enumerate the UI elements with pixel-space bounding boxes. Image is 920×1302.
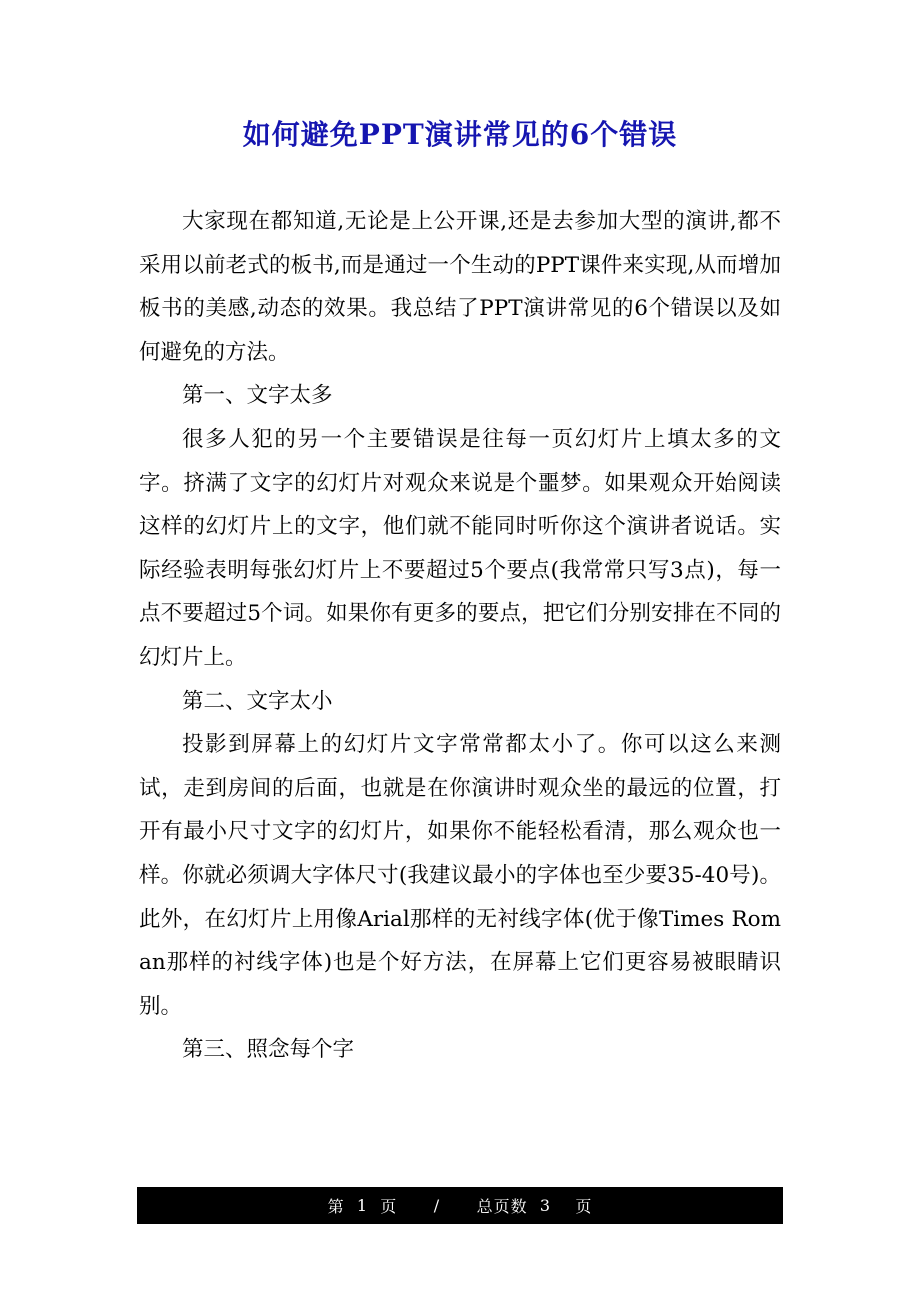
section-heading-3: 第三、照念每个字 bbox=[182, 1037, 355, 1063]
paragraph-section-1: 很多人犯的另一个主要错误是往每一页幻灯片上填太多的文字。挤满了文字的幻灯片对观众来说是个噩梦。如果观众开始阅读这样的幻灯片上的文字，他们就不能同时听你这个演讲者说话。实际经验表明每张幻灯片上不要超过5个要点(我常常只写3点)，每一点不要超过5个词。如果你有更多的要点，把它们分别安排在不同的幻灯片上。 bbox=[139, 426, 781, 670]
footer-page-suffix: 页 bbox=[380, 1197, 398, 1216]
paragraph-section-2: 投影到屏幕上的幻灯片文字常常都太小了。你可以这么来测试，走到房间的后面，也就是在你演讲时观众坐的最远的位置，打开有最小尺寸文字的幻灯片，如果你不能轻松看清，那么观众也一样。你就必须调大字体尺寸(我建议最小的字体也至少要35-40号)。此外，在幻灯片上用像Arial那样的无衬线字体(优于像Times Roman那样的衬线字体)也是个好方法，在屏幕上它们更容易被眼睛识别。 bbox=[139, 732, 781, 1019]
footer-total-pages: 3 bbox=[539, 1196, 551, 1215]
paragraph-intro: 大家现在都知道,无论是上公开课,还是去参加大型的演讲,都不采用以前老式的板书,而是通过一个生动的PPT课件来实现,从而增加板书的美感,动态的效果。我总结了PPT演讲常见的6个错误以及如何避免的方法。 bbox=[139, 209, 781, 365]
footer-page-prefix: 第 bbox=[327, 1197, 345, 1216]
page-footer bbox=[137, 1187, 783, 1224]
page-title: 如何避免PPT演讲常见的6个错误 bbox=[242, 118, 678, 151]
footer-separator: / bbox=[433, 1196, 441, 1215]
section-heading-1: 第一、文字太多 bbox=[182, 383, 333, 409]
footer-current-page: 1 bbox=[356, 1196, 369, 1215]
document-body bbox=[139, 200, 781, 1072]
footer-total-suffix: 页 bbox=[575, 1197, 593, 1216]
section-heading-2: 第二、文字太小 bbox=[182, 688, 333, 714]
footer-total-label: 总页数 bbox=[476, 1197, 528, 1216]
